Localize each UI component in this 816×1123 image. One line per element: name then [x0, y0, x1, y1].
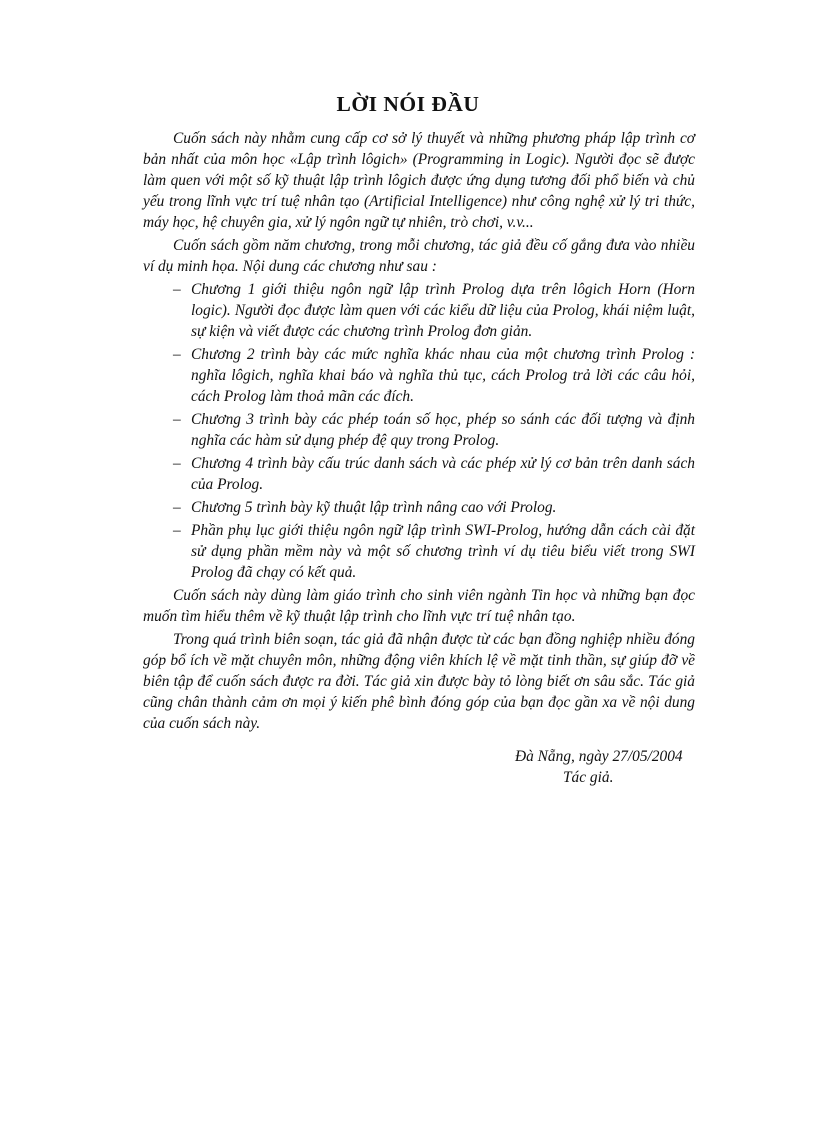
- chapter-3-text: Chương 3 trình bày các phép toán số học, phép so sánh các đối tượng và định nghĩa các hàm sử dụng phép đệ quy trong Prolog.: [191, 411, 695, 449]
- dash-bullet: –: [173, 411, 181, 428]
- dash-bullet: –: [173, 522, 181, 539]
- dash-bullet: –: [173, 346, 181, 363]
- page-title: LỜI NÓI ĐẦU: [336, 92, 480, 116]
- place-date: Đà Nẵng, ngày 27/05/2004: [515, 748, 683, 765]
- paragraph-structure: Cuốn sách gồm năm chương, trong mỗi chương, tác giả đều cố gắng đưa vào nhiều ví dụ minh họa. Nội dung các chương như sau :: [143, 237, 695, 275]
- chapter-5-text: Chương 5 trình bày kỹ thuật lập trình nâng cao với Prolog.: [191, 499, 557, 516]
- author-signature: Tác giả.: [563, 769, 614, 786]
- list-item: [143, 520, 695, 583]
- list-item: [143, 497, 695, 518]
- dash-bullet: –: [173, 281, 181, 298]
- list-item: [143, 279, 695, 342]
- list-item: [143, 453, 695, 495]
- paragraph-audience: Cuốn sách này dùng làm giáo trình cho sinh viên ngành Tin học và những bạn đọc muốn tìm hiểu thêm về kỹ thuật lập trình cho lĩnh vực trí tuệ nhân tạo.: [143, 587, 695, 625]
- chapter-2-text: Chương 2 trình bày các mức nghĩa khác nhau của một chương trình Prolog : nghĩa lôgich, nghĩa khai báo và nghĩa thủ tục, cách Prolog trả lời các câu hỏi, cách Prolog làm thoả mãn các đích.: [191, 346, 695, 405]
- chapter-1-text: Chương 1 giới thiệu ngôn ngữ lập trình Prolog dựa trên lôgich Horn (Horn logic). Người đọc được làm quen với các kiểu dữ liệu của Prolog, khái niệm luật, sự kiện và viết được các chương trình Prolog đơn giản.: [191, 281, 695, 340]
- paragraph-intro: Cuốn sách này nhằm cung cấp cơ sở lý thuyết và những phương pháp lập trình cơ bản nhất của môn học «Lập trình lôgich» (Programming in Logic). Người đọc sẽ được làm quen với một số kỹ thuật lập trình lôgich được ứng dụng tương đối phổ biến và chủ yếu trong lĩnh vực trí tuệ nhân tạo (Artificial Intelligence) như công nghệ xử lý tri thức, máy học, hệ chuyên gia, xử lý ngôn ngữ tự nhiên, trò chơi, v.v...: [143, 130, 695, 231]
- list-item: [143, 409, 695, 451]
- dash-bullet: –: [173, 499, 181, 516]
- chapter-4-text: Chương 4 trình bày cấu trúc danh sách và các phép xử lý cơ bản trên danh sách của Prolog.: [191, 455, 695, 493]
- list-item: [143, 344, 695, 407]
- dash-bullet: –: [173, 455, 181, 472]
- signature-block: [480, 746, 720, 788]
- paragraph-thanks: Trong quá trình biên soạn, tác giả đã nhận được từ các bạn đồng nghiệp nhiều đóng góp bổ ích về mặt chuyên môn, những động viên khích lệ về mặt tinh thần, sự giúp đỡ về biên tập để cuốn sách được ra đời. Tác giả xin được bày tỏ lòng biết ơn sâu sắc. Tác giả cũng chân thành cảm ơn mọi ý kiến phê bình đóng góp của bạn đọc gần xa về nội dung của cuốn sách này.: [143, 631, 695, 732]
- appendix-text: Phần phụ lục giới thiệu ngôn ngữ lập trình SWI-Prolog, hướng dẫn cách cài đặt sử dụng phần mềm này và một số chương trình ví dụ tiêu biểu viết trong SWI Prolog đã chạy có kết quả.: [191, 522, 695, 581]
- preface-body: [143, 128, 695, 736]
- chapter-list: [143, 279, 695, 583]
